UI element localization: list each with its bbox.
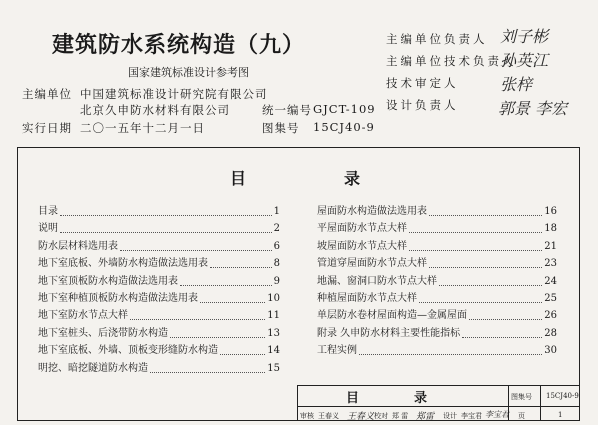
- toc-leader-dots: [409, 232, 542, 233]
- toc-entry: [38, 327, 280, 341]
- toc-leader-dots: [409, 250, 542, 251]
- toc-leader-dots: [220, 354, 265, 355]
- toc-entry-page: 18: [544, 223, 557, 235]
- drawing-set-title: 建筑防水系统构造（九）: [52, 33, 306, 58]
- signature-design-lead: 郭景 李宏: [498, 99, 568, 118]
- toc-entry-page: 8: [273, 258, 280, 270]
- toc-entry-title: 防水层材料选用表: [38, 240, 118, 252]
- toc-entry-title: 管道穿屋面防水节点大样: [317, 258, 427, 270]
- toc-entry-page: 11: [267, 310, 280, 322]
- title-block: [297, 385, 580, 421]
- toc-leader-dots: [60, 215, 272, 216]
- toc-entry-title: 地下室底板、外墙、顶板变形缝防水构造: [38, 345, 218, 357]
- toc-entry-title: 种植屋面防水节点大样: [317, 293, 417, 304]
- toc-entry-title: 附录 久申防水材料主要性能指标: [317, 327, 461, 339]
- toc-entry-page: 13: [267, 327, 280, 339]
- toc-leader-dots: [120, 250, 272, 251]
- toc-entry-title: 地下室顶板防水构造做法选用表: [38, 275, 178, 287]
- signature-chief-tech: 孙英江: [500, 51, 549, 70]
- toc-entry-title: 坡屋面防水节点大样: [317, 240, 407, 252]
- toc-leader-dots: [180, 285, 272, 286]
- title-block-name-char-2: 录: [414, 391, 428, 406]
- toc-entry: [317, 292, 557, 306]
- toc-heading-char-2: 录: [344, 169, 361, 188]
- toc-entry: [317, 327, 557, 341]
- toc-entry-title: 地下室防水节点大样: [38, 310, 128, 322]
- toc-leader-dots: [439, 285, 542, 286]
- title-block-atlas-number: 15CJ40-9: [546, 392, 579, 400]
- toc-entry-title: 单层防水卷材屋面构造—金属屋面: [317, 310, 467, 322]
- toc-entry: [317, 309, 557, 323]
- role-label-tech-review: 技术审定人: [386, 76, 459, 90]
- unified-number: GJCT-109: [313, 102, 376, 116]
- toc-entry-title: 平屋面防水节点大样: [317, 223, 407, 235]
- title-block-checker: 郑 雷: [392, 412, 409, 420]
- signature-chief-unit: 刘子彬: [500, 27, 549, 46]
- toc-entry: [317, 205, 557, 219]
- role-label-design-lead: 设计负责人: [386, 98, 459, 112]
- toc-entry-page: 30: [544, 345, 557, 357]
- toc-entry: [317, 222, 557, 236]
- toc-entry-page: 1: [273, 206, 280, 217]
- toc-entry-title: 说明: [38, 223, 58, 235]
- toc-entry-page: 28: [544, 327, 557, 339]
- toc-leader-dots: [170, 337, 265, 338]
- toc-heading-char-1: 目: [230, 169, 247, 188]
- toc-leader-dots: [429, 267, 542, 268]
- toc-leader-dots: [60, 232, 272, 233]
- toc-entry: [38, 222, 280, 236]
- editor-unit-1: 中国建筑标准设计研究院有限公司: [80, 87, 268, 101]
- role-label-chief-tech: 主编单位技术负责人: [386, 54, 517, 68]
- signature-tech-review: 张梓: [500, 75, 533, 94]
- toc-leader-dots: [462, 337, 542, 338]
- effective-date: 二〇一五年十二月一日: [80, 121, 205, 135]
- toc-entry-page: 21: [544, 240, 557, 252]
- title-block-design-signature: 李宝君: [485, 410, 509, 419]
- title-block-divider: [297, 406, 580, 407]
- toc-entry-title: 地漏、窗洞口防水节点大样: [317, 275, 437, 287]
- toc-leader-dots: [419, 302, 542, 303]
- toc-entry-page: 2: [273, 223, 280, 235]
- atlas-number: 15CJ40-9: [313, 120, 375, 134]
- toc-entry-page: 25: [544, 293, 557, 304]
- drawing-set-subtitle: 国家建筑标准设计参考图: [128, 66, 249, 79]
- toc-entry-page: 14: [267, 345, 280, 357]
- toc-leader-dots: [210, 267, 272, 268]
- toc-leader-dots: [469, 319, 542, 320]
- toc-entry: [317, 275, 557, 289]
- title-block-review-signature: 王春义: [347, 412, 375, 422]
- toc-entry: [38, 240, 280, 254]
- toc-entry-title: 地下室种植顶板防水构造做法选用表: [38, 293, 198, 304]
- role-label-chief-unit: 主编单位负责人: [386, 32, 488, 46]
- toc-entry-page: 23: [544, 258, 557, 270]
- toc-leader-dots: [429, 215, 542, 216]
- toc-entry-title: 地下室桩头、后浇带防水构造: [38, 327, 168, 339]
- unified-number-label: 统一编号: [262, 103, 312, 117]
- toc-entry: [38, 309, 280, 323]
- title-block-reviewer: 王春义: [318, 412, 339, 420]
- editor-unit-label: 主编单位: [22, 87, 72, 101]
- title-block-atlas-label: 图集号: [511, 393, 532, 401]
- toc-entry: [38, 205, 280, 219]
- toc-entry-page: 24: [544, 275, 557, 287]
- effective-date-label: 实行日期: [22, 121, 72, 135]
- toc-entry: [317, 240, 557, 254]
- title-block-design-label: 设计: [443, 412, 457, 420]
- toc-entry-page: 10: [267, 293, 280, 304]
- toc-entry-title: 工程实例: [317, 345, 357, 357]
- toc-entry: [38, 344, 280, 358]
- title-block-page-label: 页: [518, 412, 525, 420]
- toc-leader-dots: [200, 302, 265, 303]
- title-block-check-signature: 郑雷: [416, 412, 435, 422]
- toc-entry: [38, 257, 280, 271]
- toc-leader-dots: [150, 372, 265, 373]
- toc-entry-title: 明挖、暗挖隧道防水构造: [38, 362, 148, 374]
- title-block-review-label: 审核: [300, 412, 314, 420]
- toc-entry: [317, 257, 557, 271]
- title-block-check-label: 校对: [374, 412, 388, 420]
- toc-entry-title: 地下室底板、外墙防水构造做法选用表: [38, 258, 208, 270]
- atlas-number-label: 图集号: [262, 121, 300, 135]
- toc-entry-page: 6: [273, 240, 280, 252]
- title-block-designer: 李宝君: [461, 412, 482, 420]
- toc-leader-dots: [130, 319, 265, 320]
- toc-entry-title: 目录: [38, 206, 58, 217]
- toc-entry: [317, 344, 557, 358]
- toc-entry: [38, 292, 280, 306]
- toc-entry-page: 9: [273, 275, 280, 287]
- editor-unit-2: 北京久申防水材料有限公司: [80, 103, 230, 117]
- toc-entry-title: 屋面防水构造做法选用表: [317, 206, 427, 217]
- toc-entry: [38, 275, 280, 289]
- toc-entry-page: 15: [267, 362, 280, 374]
- toc-entry: [38, 362, 280, 376]
- toc-leader-dots: [359, 354, 542, 355]
- toc-entry-page: 26: [544, 310, 557, 322]
- title-block-name-char-1: 目: [346, 391, 360, 406]
- title-block-page-number: 1: [558, 411, 563, 419]
- toc-entry-page: 16: [544, 206, 557, 217]
- title-block-divider: [540, 385, 541, 421]
